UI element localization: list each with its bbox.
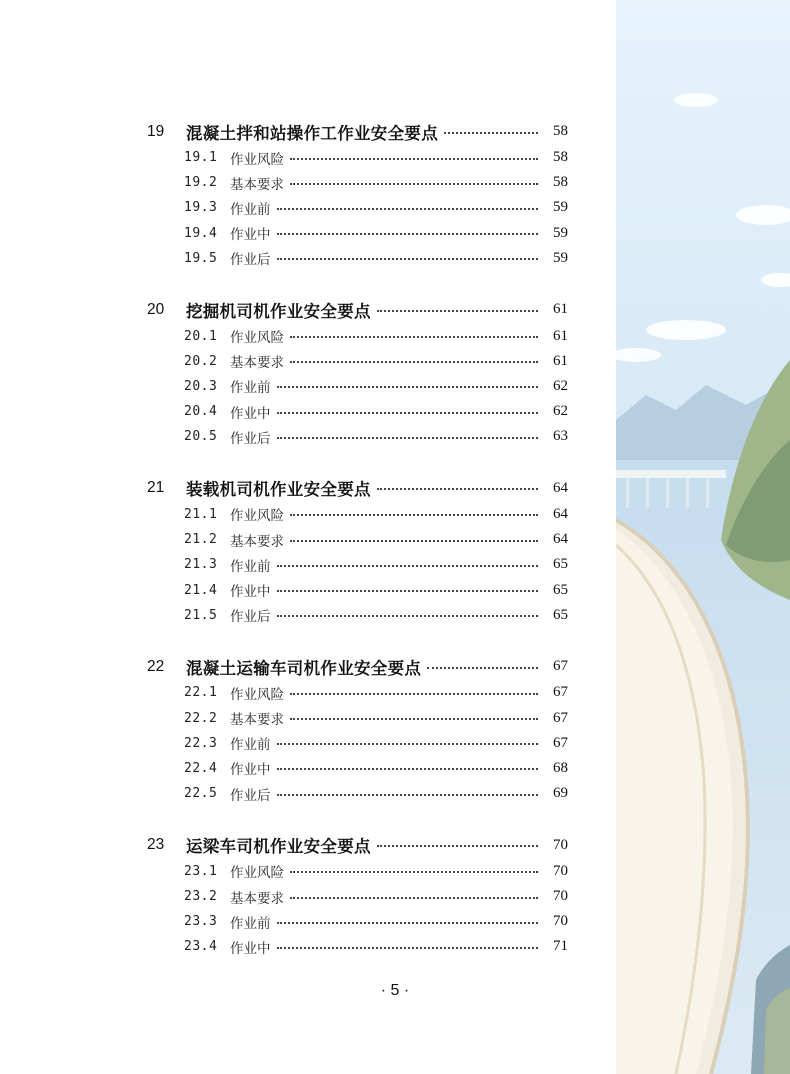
section-number: 19.5 <box>184 250 218 266</box>
leader-dots <box>290 183 538 185</box>
toc-section-row[interactable] <box>0 246 568 271</box>
toc-section-row[interactable] <box>0 424 568 449</box>
leader-dots <box>290 158 538 160</box>
table-of-contents <box>0 118 616 985</box>
section-number: 20.5 <box>184 429 218 445</box>
section-title: 作业后 <box>230 430 271 447</box>
section-title: 作业风险 <box>230 151 284 168</box>
leader-dots <box>377 488 538 490</box>
side-illustration-svg <box>616 0 790 1074</box>
section-number: 22.1 <box>184 685 218 701</box>
toc-section-row[interactable] <box>0 731 568 756</box>
section-title: 作业中 <box>230 584 271 601</box>
section-number: 23.4 <box>184 939 218 955</box>
toc-chapter <box>0 118 616 271</box>
section-title: 作业后 <box>230 787 271 804</box>
toc-section-row[interactable] <box>0 884 568 909</box>
chapter-title: 装载机司机作业安全要点 <box>186 480 371 500</box>
section-title: 作业风险 <box>230 686 284 703</box>
toc-section-row[interactable] <box>0 527 568 552</box>
leader-dots <box>277 922 539 924</box>
toc-chapter-row[interactable] <box>0 118 568 145</box>
toc-section-row[interactable] <box>0 221 568 246</box>
leader-dots <box>277 565 539 567</box>
leader-dots <box>277 386 539 388</box>
leader-dots <box>290 718 538 720</box>
leader-dots <box>427 667 538 669</box>
section-page-number: 69 <box>553 785 568 802</box>
section-title: 作业后 <box>230 609 271 626</box>
section-number: 19.1 <box>184 150 218 166</box>
toc-section-row[interactable] <box>0 349 568 374</box>
leader-dots <box>277 590 539 592</box>
chapter-title: 挖掘机司机作业安全要点 <box>186 301 371 321</box>
section-title: 作业前 <box>230 380 271 397</box>
section-page-number: 59 <box>553 224 568 241</box>
section-number: 21.3 <box>184 557 218 573</box>
section-number: 21.1 <box>184 506 218 522</box>
section-number: 22.3 <box>184 735 218 751</box>
section-number: 20.1 <box>184 328 218 344</box>
chapter-title: 混凝土拌和站操作工作业安全要点 <box>186 123 438 143</box>
section-title: 作业中 <box>230 227 271 244</box>
section-page-number: 61 <box>553 327 568 344</box>
leader-dots <box>290 514 538 516</box>
section-number: 23.1 <box>184 863 218 879</box>
section-title: 作业中 <box>230 762 271 779</box>
toc-section-row[interactable] <box>0 934 568 959</box>
leader-dots <box>277 794 539 796</box>
section-title: 基本要求 <box>230 890 284 907</box>
section-page-number: 62 <box>553 377 568 394</box>
toc-chapter-row[interactable] <box>0 653 568 680</box>
section-page-number: 62 <box>553 403 568 420</box>
leader-dots <box>377 310 538 312</box>
leader-dots <box>277 615 539 617</box>
leader-dots <box>277 437 539 439</box>
section-title: 基本要求 <box>230 355 284 372</box>
leader-dots <box>290 897 538 899</box>
section-title: 作业风险 <box>230 330 284 347</box>
section-page-number: 67 <box>553 684 568 701</box>
chapter-page-number: 64 <box>553 479 568 496</box>
leader-dots <box>290 871 538 873</box>
section-title: 作业风险 <box>230 508 284 525</box>
section-number: 19.3 <box>184 200 218 216</box>
section-page-number: 70 <box>553 913 568 930</box>
section-number: 19.2 <box>184 175 218 191</box>
leader-dots <box>290 361 538 363</box>
toc-section-row[interactable] <box>0 859 568 884</box>
section-title: 作业后 <box>230 252 271 269</box>
toc-section-row[interactable] <box>0 756 568 781</box>
section-title: 基本要求 <box>230 712 284 729</box>
toc-chapter <box>0 296 616 449</box>
section-page-number: 71 <box>553 938 568 955</box>
section-page-number: 70 <box>553 888 568 905</box>
section-number: 22.2 <box>184 710 218 726</box>
section-number: 22.5 <box>184 786 218 802</box>
toc-chapter <box>0 832 616 960</box>
section-page-number: 65 <box>553 581 568 598</box>
section-number: 20.2 <box>184 353 218 369</box>
chapter-title: 混凝土运输车司机作业安全要点 <box>186 658 422 678</box>
toc-section-row[interactable] <box>0 374 568 399</box>
leader-dots <box>277 768 539 770</box>
toc-section-row[interactable] <box>0 603 568 628</box>
section-title: 作业前 <box>230 915 271 932</box>
chapter-page-number: 67 <box>553 658 568 675</box>
section-title: 作业前 <box>230 737 271 754</box>
section-number: 22.4 <box>184 760 218 776</box>
section-title: 作业中 <box>230 940 271 957</box>
toc-chapter <box>0 475 616 628</box>
section-title: 基本要求 <box>230 533 284 550</box>
toc-section-row[interactable] <box>0 170 568 195</box>
section-page-number: 59 <box>553 249 568 266</box>
leader-dots <box>277 412 539 414</box>
section-page-number: 64 <box>553 531 568 548</box>
toc-section-row[interactable] <box>0 399 568 424</box>
section-page-number: 70 <box>553 862 568 879</box>
coastal-bridge-illustration <box>616 0 790 1074</box>
section-page-number: 67 <box>553 709 568 726</box>
toc-chapter-row[interactable] <box>0 296 568 323</box>
toc-chapter-row[interactable] <box>0 475 568 502</box>
chapter-title: 运梁车司机作业安全要点 <box>186 837 371 857</box>
leader-dots <box>277 233 539 235</box>
section-number: 21.5 <box>184 607 218 623</box>
toc-section-row[interactable] <box>0 145 568 170</box>
leader-dots <box>377 845 538 847</box>
section-title: 基本要求 <box>230 176 284 193</box>
section-page-number: 59 <box>553 199 568 216</box>
chapter-page-number: 70 <box>553 836 568 853</box>
section-page-number: 67 <box>553 734 568 751</box>
section-title: 作业前 <box>230 201 271 218</box>
toc-section-row[interactable] <box>0 195 568 220</box>
chapter-number: 22 <box>147 657 165 675</box>
leader-dots <box>290 540 538 542</box>
chapter-page-number: 58 <box>553 123 568 139</box>
section-number: 23.2 <box>184 889 218 905</box>
toc-section-row[interactable] <box>0 502 568 527</box>
section-number: 20.4 <box>184 404 218 420</box>
section-page-number: 58 <box>553 149 568 166</box>
section-page-number: 65 <box>553 606 568 623</box>
section-page-number: 65 <box>553 556 568 573</box>
toc-section-row[interactable] <box>0 577 568 602</box>
toc-section-row[interactable] <box>0 552 568 577</box>
section-number: 19.4 <box>184 225 218 241</box>
toc-chapter-row[interactable] <box>0 832 568 859</box>
leader-dots <box>277 258 539 260</box>
section-title: 作业中 <box>230 405 271 422</box>
section-page-number: 63 <box>553 428 568 445</box>
chapter-number: 20 <box>147 300 165 318</box>
section-title: 作业前 <box>230 558 271 575</box>
chapter-page-number: 61 <box>553 301 568 318</box>
toc-section-row[interactable] <box>0 909 568 934</box>
chapter-number: 19 <box>147 122 165 140</box>
section-page-number: 64 <box>553 505 568 522</box>
toc-chapter <box>0 653 616 806</box>
section-number: 23.3 <box>184 914 218 930</box>
section-page-number: 68 <box>553 759 568 776</box>
section-page-number: 58 <box>553 174 568 191</box>
chapter-number: 23 <box>147 836 165 854</box>
section-number: 21.4 <box>184 582 218 598</box>
leader-dots <box>277 208 539 210</box>
leader-dots <box>290 693 538 695</box>
section-number: 20.3 <box>184 378 218 394</box>
toc-section-row[interactable] <box>0 781 568 806</box>
leader-dots <box>290 336 538 338</box>
section-page-number: 61 <box>553 352 568 369</box>
chapter-number: 21 <box>147 479 165 497</box>
leader-dots <box>444 132 538 134</box>
section-number: 21.2 <box>184 532 218 548</box>
section-title: 作业风险 <box>230 865 284 882</box>
toc-section-row[interactable] <box>0 323 568 348</box>
leader-dots <box>277 743 539 745</box>
toc-section-row[interactable] <box>0 706 568 731</box>
toc-section-row[interactable] <box>0 680 568 705</box>
page-number-label: · 5 · <box>380 982 410 999</box>
leader-dots <box>277 947 539 949</box>
